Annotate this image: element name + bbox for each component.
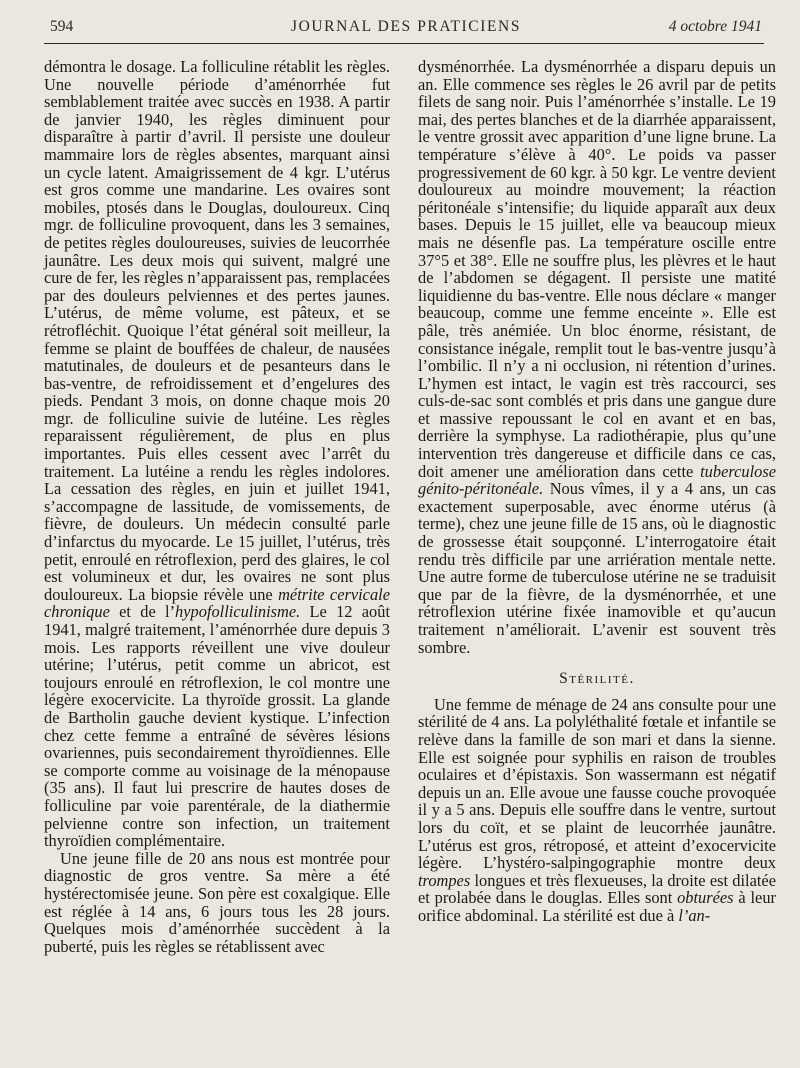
journal-title: JOURNAL DES PRATICIENS [290, 18, 522, 35]
page-header [50, 16, 762, 38]
paragraph: Une femme de ménage de 24 ans consulte pour une stérilité de 4 ans. La polyléthalité fœtale et infantile se relève dans la famille de son mari et dans la sienne. Elle est soignée pour syphilis en raison de troubles oculaires et d’épistaxis. Son wassermann est négatif depuis un an. Elle avoue une fausse couche provoquée il y a 5 ans. Depuis elle souffre dans le ventre, surtout lors du coït, et se plaint de leucorrhée jaunâtre. L’utérus est gros, rétroposé, et atteint d’exocervicite légère. L’hystéro-salpingographie montre deux trompes longues et très flexueuses, la droite est dilatée et prolabée dans le douglas. Elles sont obturées à leur orifice abdominal. La stérilité est due à l’an- [418, 694, 776, 925]
issue-date: 4 octobre 1941 [668, 18, 762, 35]
paragraph: démontra le dosage. La folliculine rétablit les règles. Une nouvelle période d’aménorrhée fut semblablement traitée avec succès en 1938. A partir de janvier 1940, les règles diminuent pour disparaître à partir d’avril. Il persiste une douleur mammaire lors de règles absentes, marquant ainsi un cycle latent. Amaigrissement de 4 kgr. L’utérus est gros comme une mandarine. Les ovaires sont mobiles, ptosés dans le Douglas, douloureux. Cinq mgr. de folliculine provoquent, dans les 3 semaines, de petites règles douloureuses, suivies de leucorrhée jaunâtre. Les deux mois qui suivent, malgré une cure de fer, les règles n’apparaissent pas, remplacées par des douleurs pelviennes et des pertes jaunes. L’utérus, de même volume, est pâteux, et se rétrofléchit. Quoique l’état général soit meilleur, la femme se plaint de bouffées de chaleur, de nausées matutinales, de douleurs et de pesanteurs dans le bas-ventre, de refroidissement et d’engelures des pieds. Pendant 3 mois, on donne chaque mois 20 mgr. de folliculine suivie de lutéine. Les règles reparaissent régulièrement, de plus en plus importantes. Puis elles cessent avec l’arrêt du traitement. La lutéine a rendu les règles indolores. La cessation des règles, en juin et juillet 1941, s’accompagne de lassitude, de vomissements, de fièvre, de douleurs. Un médecin consulté parle d’infarctus du myocarde. Le 15 juillet, l’utérus, très petit, enroulé en rétroflexion, perd des glaires, le col est volumineux et dur, les ovaires ne sont plus douloureux. La biopsie révèle une métrite cervicale chronique et de l’hypofolliculinisme. Le 12 août 1941, malgré traitement, l’aménorrhée dure depuis 3 mois. Les rapports réveillent une vive douleur utérine; l’utérus, petit comme un abricot, est toujours enroulé en rétroflexion, le col montre une légère exocervicite. La thyroïde grossit. La glande de Bartholin gauche devient kystique. L’infection chez cette femme a entraîné de sévères lésions ovariennes, puis secondairement thyroïdiennes. Elle se comporte comme au voisinage de la ménopause (35 ans). Il faut lui prescrire de hautes doses de folliculine par voie parentérale, de la diathermie pelvienne contre son infection, un traitement thyroïdien complémentaire. [44, 57, 390, 851]
right-column [418, 58, 776, 925]
paragraph: dysménorrhée. La dysménorrhée a disparu depuis un an. Elle commence ses règles le 26 avril par de petits filets de sang noir. Puis l’aménorrhée s’installe. Le 19 mai, des pertes blanches et de la diarrhée apparaissent, le ventre grossit avec apparition d’une ligne brune. La température s’élève à 40°. Le poids va passer progressivement de 60 kgr. à 50 kgr. Le ventre devient douloureux au moindre mouvement; la réaction péritonéale s’intensifie; du liquide apparaît aux deux bases. Depuis le 15 juillet, elle va beaucoup mieux mais ne désenfle pas. La température oscille entre 37°5 et 38°. Elle ne souffre plus, les plèvres et le haut de l’abdomen se dégagent. Il persiste une matité liquidienne du bas-ventre. Elle nous déclare « manger beaucoup, comme une femme enceinte ». Elle est pâle, très anémiée. Un bloc énorme, résistant, de consistance inégale, remplit tout le bas-ventre jusqu’à l’ombilic. Il n’y a ni occlusion, ni rétention d’urines. L’hymen est intact, le vagin est très raccourci, ses culs-de-sac sont comblés et pris dans une gangue dure et massive repoussant le col en avant et en bas, derrière la symphyse. La radiothérapie, plus qu’une intervention très dangereuse et difficile dans ce cas, doit amener une amélioration dans cette tuberculose génito-péritonéale. Nous vîmes, il y a 4 ans, un cas exactement superposable, avec énorme utérus (à terme), chez une jeune fille de 15 ans, où le diagnostic de grossesse était soupçonné. L’interrogatoire était rendu très difficile par une arriération mentale nette. Une autre forme de tuberculose utérine ne se traduisit que par de la fièvre, de la dysménorrhée, et une rétroflexion utérine fixée inamovible et qu’aucun traitement n’améliorait. L’avenir est souvent très sombre. [418, 57, 776, 657]
left-column [44, 58, 390, 955]
header-rule [44, 43, 764, 44]
paragraph: Une jeune fille de 20 ans nous est montrée pour diagnostic de gros ventre. Sa mère a été hystérectomisée jeune. Son père est coxalgique. Elle est réglée à 14 ans, 6 jours tous les 28 jours. Quelques mois d’aménorrhée succèdent à la puberté, puis les règles se rétablissent avec [44, 848, 390, 956]
page-number: 594 [50, 18, 74, 35]
section-heading: Stérilité. [559, 670, 635, 688]
